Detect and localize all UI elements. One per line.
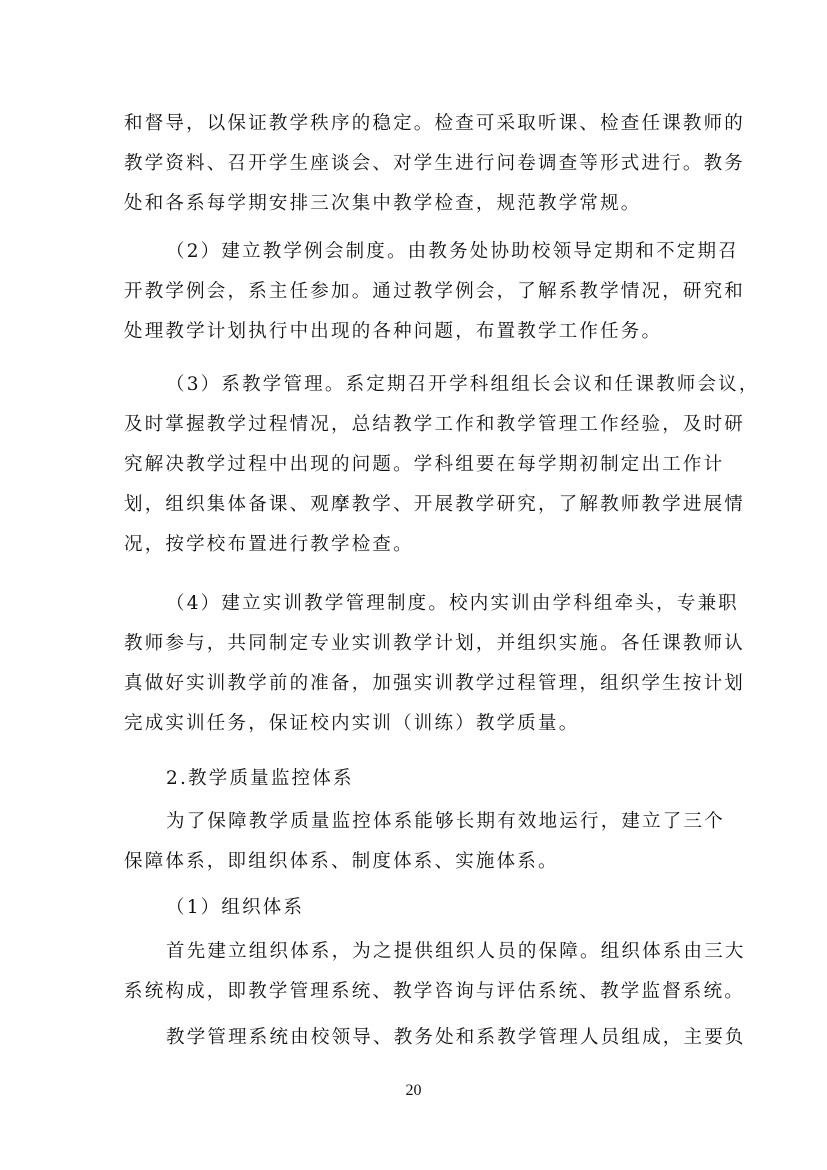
text-line: 况，按学校布置进行教学检查。 (124, 534, 414, 555)
paragraph-three-systems (124, 802, 725, 882)
text-line: 完成实训任务，保证校内实训（训练）教学质量。 (124, 713, 580, 734)
text-line: 划，组织集体备课、观摩教学、开展教学研究，了解教师教学进展情 (124, 494, 746, 515)
text-line: 教学资料、召开学生座谈会、对学生进行问卷调查等形式进行。教务 (124, 153, 746, 174)
text-line: 及时掌握教学过程情况，总结教学工作和教学管理工作经验，及时研 (124, 414, 746, 435)
text-line: 究解决教学过程中出现的问题。学科组要在每学期初制定出工作计 (124, 454, 725, 475)
paragraph-department-management (124, 365, 760, 565)
text-line: 处和各系每学期安排三次集中教学检查，规范教学常规。 (124, 193, 642, 214)
paragraph-practical-training (124, 584, 746, 744)
text-line: 保障体系，即组织体系、制度体系、实施体系。 (124, 851, 559, 872)
text-line: 系统构成，即教学管理系统、教学咨询与评估系统、教学监督系统。 (124, 981, 746, 1002)
text-line: 教学管理系统由校领导、教务处和系教学管理人员组成，主要负 (166, 1027, 746, 1048)
paragraph-inspection-continued (124, 104, 746, 224)
text-line: 开教学例会，系主任参加。通过教学例会，了解系教学情况，研究和 (124, 281, 746, 302)
subheading-organization-system (124, 888, 702, 928)
text-line: 首先建立组织体系，为之提供组织人员的保障。组织体系由三大 (166, 941, 746, 962)
text-line: 2.教学质量监控体系 (166, 768, 354, 789)
page-number: 20 (405, 1082, 422, 1099)
paragraph-organization-system (124, 932, 746, 1012)
text-line: 处理教学计划执行中出现的各种问题，布置教学工作任务。 (124, 321, 663, 342)
paragraph-management-system (124, 1018, 746, 1058)
text-line: （3）系教学管理。系定期召开学科组组长会议和任课教师会议， (166, 374, 760, 395)
text-line: （2）建立教学例会制度。由教务处协助校领导定期和不定期召 (166, 241, 739, 262)
paragraph-teaching-meeting (124, 232, 746, 352)
section-heading-quality-monitoring (124, 759, 702, 799)
text-line: 和督导，以保证教学秩序的稳定。检查可采取听课、检查任课教师的 (124, 113, 746, 134)
text-line: 为了保障教学质量监控体系能够长期有效地运行，建立了三个 (166, 811, 725, 832)
text-line: 真做好实训教学前的准备，加强实训教学过程管理，组织学生按计划 (124, 673, 746, 694)
text-line: 教师参与，共同制定专业实训教学计划，并组织实施。各任课教师认 (124, 633, 746, 654)
text-line: （4）建立实训教学管理制度。校内实训由学科组牵头，专兼职 (166, 593, 739, 614)
text-line: （1）组织体系 (166, 897, 305, 918)
